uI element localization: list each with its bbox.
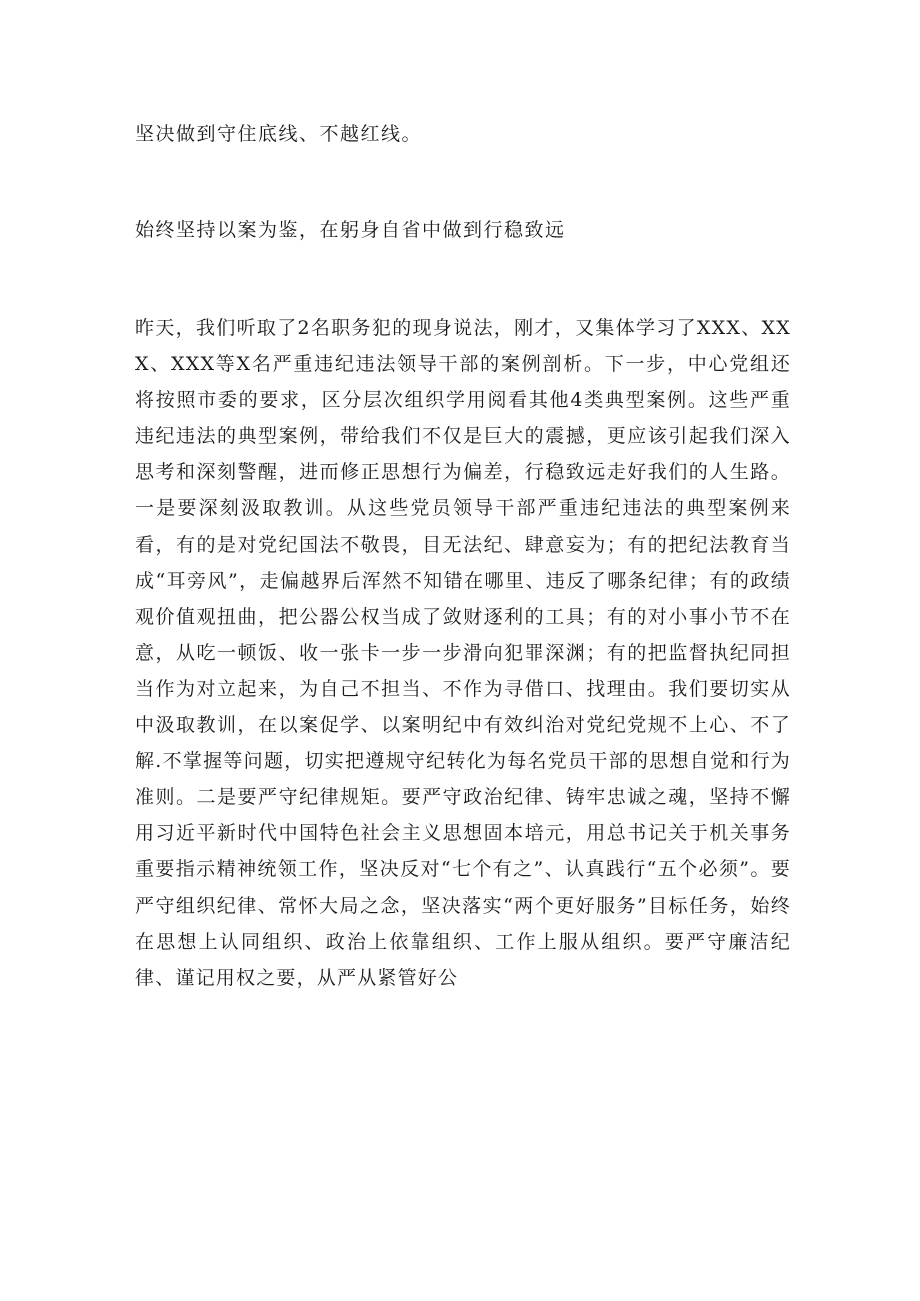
body-paragraph: 昨天，我们听取了2名职务犯的现身说法，刚才，又集体学习了XXX、XXX、XXX等X名严重违纪违法领导干部的案例剖析。下一步，中心党组还将按照市委的要求，区分层次组织学用阅看其他4类典型案例。这些严重违纪违法的典型案例，带给我们不仅是巨大的震撼，更应该引起我们深入思考和深刻警醒，进而修正思想行为偏差，行稳致远走好我们的人生路。一是要深刻汲取教训。从这些党员领导干部严重违纪违法的典型案例来看，有的是对党纪国法不敬畏，目无法纪、肆意妄为；有的把纪法教育当成“耳旁风”，走偏越界后浑然不知错在哪里、违反了哪条纪律；有的政绩观价值观扭曲，把公器公权当成了敛财逐利的工具；有的对小事小节不在意，从吃一顿饭、收一张卡一步一步滑向犯罪深渊；有的把监督执纪同担当作为对立起来，为自己不担当、不作为寻借口、找理由。我们要切实从中汲取教训，在以案促学、以案明纪中有效纠治对党纪党规不上心、不了解.不掌握等问题，切实把遵规守纪转化为每名党员干部的思想自觉和行为准则。二是要严守纪律规矩。要严守政治纪律、铸牢忠诚之魂，坚持不懈用习近平新时代中国特色社会主义思想固本培元，用总书记关于机关事务重要指示精神统领工作，坚决反对“七个有之”、认真践行“五个必须”。要严守组织纪律、常怀大局之念，坚决落实“两个更好服务”目标任务，始终在思想上认同组织、政治上依靠组织、工作上服从组织。要严守廉洁纪律、谨记用权之要，从严从紧管好公 — [135, 317, 791, 989]
closing-sentence: 坚决做到守住底线、不越红线。 — [135, 123, 423, 145]
section-heading: 始终坚持以案为鉴，在躬身自省中做到行稳致远 — [135, 219, 566, 241]
